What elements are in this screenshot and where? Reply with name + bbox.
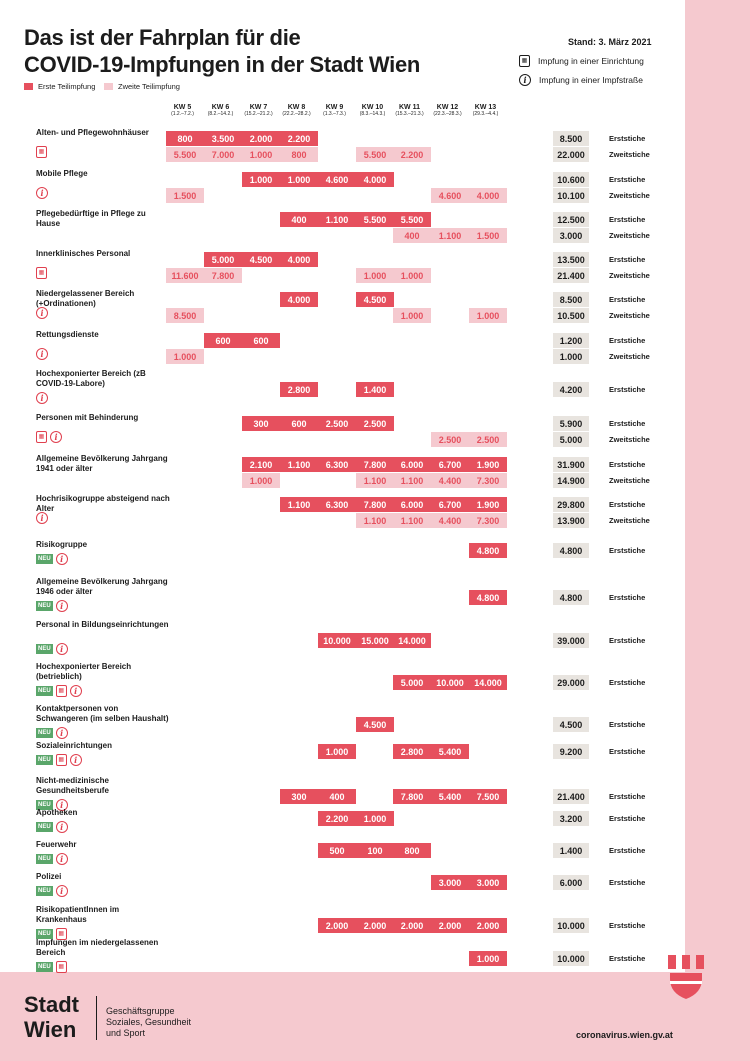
- group-label: Personal in Bildungseinrichtungen: [36, 620, 169, 629]
- website-link[interactable]: coronavirus.wien.gv.at: [576, 1030, 673, 1040]
- legend-first-swatch: [24, 83, 33, 90]
- info-icon: i: [56, 885, 68, 897]
- week-label: KW 8: [287, 104, 306, 111]
- first-dose-cell: 7.800: [356, 497, 394, 512]
- week-label: KW 9: [325, 104, 344, 111]
- row-total: 4.800: [553, 590, 589, 605]
- first-dose-cell: 1.900: [469, 497, 507, 512]
- group-label: Feuerwehr: [36, 840, 77, 849]
- row-total: 14.900: [553, 473, 589, 488]
- building-icon: ▦: [56, 754, 67, 766]
- group-label: Rettungsdienste: [36, 330, 99, 339]
- week-range: (15.2.–21.2.): [244, 111, 273, 117]
- week-range: (1.3.–7.3.): [323, 111, 346, 117]
- first-dose-cell: 6.300: [318, 457, 356, 472]
- row-dose-type: Erststiche: [609, 678, 646, 687]
- row-total: 13.500: [553, 252, 589, 267]
- row-total: 4.500: [553, 717, 589, 732]
- group-label: Hochexponierter Bereich (betrieblich): [36, 662, 132, 681]
- info-icon: i: [519, 74, 531, 86]
- row-total: 10.500: [553, 308, 589, 323]
- legend-facility-label: Impfung in einer Einrichtung: [538, 56, 644, 66]
- group-label: Pflegebedürftige in Pflege zu Hause: [36, 209, 146, 228]
- info-icon: i: [36, 187, 48, 199]
- first-dose-cell: 1.900: [469, 457, 507, 472]
- week-column-header: [164, 104, 201, 118]
- new-badge: NEU: [38, 802, 51, 808]
- group-icons: [36, 187, 48, 199]
- group-icons: [36, 643, 68, 655]
- info-icon: i: [50, 431, 62, 443]
- first-dose-cell: 2.200: [318, 811, 356, 826]
- first-dose-cell: 4.500: [356, 717, 394, 732]
- stadt-wien-logo: [24, 992, 79, 1042]
- row-dose-type: Erststiche: [609, 921, 646, 930]
- group-label: Impfungen im niedergelassenen Bereich: [36, 938, 159, 957]
- row-dose-type: Zweitstiche: [609, 150, 650, 159]
- row-dose-type: Erststiche: [609, 500, 646, 509]
- first-dose-cell: 4.800: [469, 543, 507, 558]
- second-dose-cell: 1.000: [242, 473, 280, 488]
- group-icons: [36, 392, 48, 404]
- second-dose-cell: 1.100: [356, 513, 394, 528]
- second-dose-cell: 4.600: [431, 188, 469, 203]
- group-label: Personen mit Behinderung: [36, 413, 139, 422]
- row-total: 9.200: [553, 744, 589, 759]
- building-icon: ▦: [56, 928, 67, 940]
- row-total: 13.900: [553, 513, 589, 528]
- second-dose-cell: 4.400: [431, 513, 469, 528]
- row-dose-type: Zweitstiche: [609, 435, 650, 444]
- first-dose-cell: 5.000: [204, 252, 242, 267]
- row-dose-type: Zweitstiche: [609, 191, 650, 200]
- second-dose-cell: 4.000: [469, 188, 507, 203]
- first-dose-cell: 2.800: [280, 382, 318, 397]
- week-column-header: [391, 104, 428, 118]
- week-column-header: [202, 104, 239, 118]
- new-badge: NEU: [38, 646, 51, 652]
- row-total: 10.000: [553, 951, 589, 966]
- legend-first-label: Erste Teilimpfung: [38, 82, 96, 91]
- group-icons: [36, 146, 47, 158]
- row-total: 31.900: [553, 457, 589, 472]
- first-dose-cell: 14.000: [469, 675, 507, 690]
- first-dose-cell: 1.100: [280, 457, 318, 472]
- week-column-header: [429, 104, 466, 118]
- first-dose-cell: 6.700: [431, 497, 469, 512]
- second-dose-cell: 7.000: [204, 147, 242, 162]
- row-total: 6.000: [553, 875, 589, 890]
- week-range: (1.2.–7.2.): [171, 111, 194, 117]
- new-badge: NEU: [38, 888, 51, 894]
- first-dose-cell: 5.400: [431, 744, 469, 759]
- first-dose-cell: 7.800: [393, 789, 431, 804]
- row-dose-type: Zweitstiche: [609, 311, 650, 320]
- row-dose-type: Erststiche: [609, 215, 646, 224]
- second-dose-cell: 400: [393, 228, 431, 243]
- group-label: Allgemeine Bevölkerung Jahrgang 1946 oder älter: [36, 577, 168, 596]
- stand-date: Stand: 3. März 2021: [568, 37, 652, 47]
- row-dose-type: Erststiche: [609, 134, 646, 143]
- legend-street-label: Impfung in einer Impfstraße: [539, 75, 643, 85]
- first-dose-cell: 2.000: [242, 131, 280, 146]
- first-dose-cell: 2.500: [318, 416, 356, 431]
- second-dose-cell: 1.100: [393, 473, 431, 488]
- row-dose-type: Zweitstiche: [609, 352, 650, 361]
- first-dose-cell: 400: [318, 789, 356, 804]
- second-dose-cell: 1.500: [166, 188, 204, 203]
- group-label: Niedergelassener Bereich (+Ordinationen): [36, 289, 135, 308]
- week-range: (8.3.–14.3.): [359, 111, 386, 117]
- group-icons: [36, 348, 48, 360]
- first-dose-cell: 15.000: [356, 633, 394, 648]
- first-dose-cell: 4.600: [318, 172, 356, 187]
- second-dose-cell: 1.100: [393, 513, 431, 528]
- first-dose-cell: 10.000: [318, 633, 356, 648]
- building-icon: ▦: [36, 267, 47, 279]
- row-dose-type: Erststiche: [609, 255, 646, 264]
- second-dose-cell: 1.500: [469, 228, 507, 243]
- info-icon: i: [56, 553, 68, 565]
- legend-second-label: Zweite Teilimpfung: [118, 82, 180, 91]
- first-dose-cell: 6.700: [431, 457, 469, 472]
- group-label: Apotheken: [36, 808, 78, 817]
- row-total: 1.000: [553, 349, 589, 364]
- second-dose-cell: 1.100: [431, 228, 469, 243]
- group-icons: [36, 267, 47, 279]
- first-dose-cell: 3.000: [469, 875, 507, 890]
- row-dose-type: Erststiche: [609, 878, 646, 887]
- first-dose-cell: 2.200: [280, 131, 318, 146]
- first-dose-cell: 100: [356, 843, 394, 858]
- new-badge: NEU: [38, 856, 51, 862]
- first-dose-cell: 1.100: [318, 212, 356, 227]
- group-icons: [36, 821, 68, 833]
- row-total: 21.400: [553, 789, 589, 804]
- row-dose-type: Erststiche: [609, 747, 646, 756]
- vienna-flag-icon: [668, 955, 704, 999]
- group-label: Polizei: [36, 872, 62, 881]
- page-title: [24, 24, 484, 78]
- week-label: KW 12: [436, 104, 459, 111]
- second-dose-cell: 2.500: [431, 432, 469, 447]
- first-dose-cell: 600: [242, 333, 280, 348]
- info-icon: i: [36, 348, 48, 360]
- group-icons: [36, 853, 68, 865]
- new-badge: NEU: [38, 556, 51, 562]
- second-dose-cell: 7.300: [469, 513, 507, 528]
- first-dose-cell: 4.000: [280, 252, 318, 267]
- first-dose-cell: 3.500: [204, 131, 242, 146]
- first-dose-cell: 1.000: [356, 811, 394, 826]
- first-dose-cell: 1.100: [280, 497, 318, 512]
- row-dose-type: Erststiche: [609, 385, 646, 394]
- group-label: Hochrisikogruppe absteigend nach Alter: [36, 494, 170, 513]
- row-dose-type: Erststiche: [609, 636, 646, 645]
- building-icon: ▦: [36, 431, 47, 443]
- new-badge: NEU: [38, 931, 51, 937]
- first-dose-cell: 400: [280, 212, 318, 227]
- group-icons: [36, 685, 82, 697]
- first-dose-cell: 800: [393, 843, 431, 858]
- first-dose-cell: 1.000: [280, 172, 318, 187]
- week-range: (22.2.–28.2.): [282, 111, 311, 117]
- row-total: 29.800: [553, 497, 589, 512]
- footer-band: [0, 972, 685, 1061]
- first-dose-cell: 3.000: [431, 875, 469, 890]
- week-label: KW 11: [398, 104, 420, 111]
- row-total: 5.000: [553, 432, 589, 447]
- first-dose-cell: 4.500: [356, 292, 394, 307]
- legend-street: [519, 74, 643, 86]
- row-dose-type: Erststiche: [609, 954, 646, 963]
- row-total: 1.400: [553, 843, 589, 858]
- second-dose-cell: 1.000: [356, 268, 394, 283]
- row-total: 4.800: [553, 543, 589, 558]
- first-dose-cell: 10.000: [431, 675, 469, 690]
- group-label: Allgemeine Bevölkerung Jahrgang 1941 oder älter: [36, 454, 168, 473]
- row-total: 29.000: [553, 675, 589, 690]
- row-total: 1.200: [553, 333, 589, 348]
- week-range: (15.3.–21.3.): [395, 111, 424, 117]
- legend-second: [104, 82, 180, 91]
- row-dose-type: Zweitstiche: [609, 476, 650, 485]
- info-icon: i: [70, 685, 82, 697]
- row-dose-type: Erststiche: [609, 720, 646, 729]
- group-label: Alten- und Pflegewohnhäuser: [36, 128, 149, 137]
- group-label: Nicht-medizinische Gesundheitsberufe: [36, 776, 109, 795]
- row-total: 39.000: [553, 633, 589, 648]
- group-label: Mobile Pflege: [36, 169, 88, 178]
- first-dose-cell: 800: [166, 131, 204, 146]
- row-total: 10.100: [553, 188, 589, 203]
- first-dose-cell: 5.500: [393, 212, 431, 227]
- title-line-2: COVID-19-Impfungen in der Stadt Wien: [24, 52, 421, 77]
- first-dose-cell: 2.100: [242, 457, 280, 472]
- first-dose-cell: 500: [318, 843, 356, 858]
- row-total: 8.500: [553, 292, 589, 307]
- new-badge: NEU: [38, 964, 51, 970]
- group-label: Hochexponierter Bereich (zB COVID-19-Labore): [36, 369, 146, 388]
- dept-line-1: Geschäftsgruppe: [106, 1006, 175, 1016]
- first-dose-cell: 600: [280, 416, 318, 431]
- row-dose-type: Erststiche: [609, 419, 646, 428]
- new-badge: NEU: [38, 688, 51, 694]
- row-dose-type: Erststiche: [609, 295, 646, 304]
- second-dose-cell: 1.000: [469, 308, 507, 323]
- first-dose-cell: 4.800: [469, 590, 507, 605]
- row-dose-type: Erststiche: [609, 814, 646, 823]
- group-icons: [36, 307, 48, 319]
- week-label: KW 13: [474, 104, 497, 111]
- week-label: KW 7: [249, 104, 268, 111]
- info-icon: i: [56, 853, 68, 865]
- group-label: Innerklinisches Personal: [36, 249, 131, 258]
- week-label: KW 6: [211, 104, 230, 111]
- week-label: KW 5: [173, 104, 192, 111]
- first-dose-cell: 4.000: [280, 292, 318, 307]
- group-label: RisikopatientInnen im Krankenhaus: [36, 905, 120, 924]
- first-dose-cell: 2.000: [469, 918, 507, 933]
- first-dose-cell: 6.000: [393, 457, 431, 472]
- second-dose-cell: 8.500: [166, 308, 204, 323]
- row-dose-type: Erststiche: [609, 460, 646, 469]
- info-icon: i: [56, 643, 68, 655]
- logo-line-1: Stadt: [24, 992, 79, 1017]
- first-dose-cell: 5.000: [393, 675, 431, 690]
- dept-line-3: und Sport: [106, 1028, 146, 1038]
- week-column-header: [278, 104, 315, 118]
- row-total: 3.200: [553, 811, 589, 826]
- row-dose-type: Erststiche: [609, 593, 646, 602]
- group-icons: [36, 600, 68, 612]
- second-dose-cell: 1.100: [356, 473, 394, 488]
- first-dose-cell: 2.000: [318, 918, 356, 933]
- group-icons: [36, 885, 68, 897]
- row-total: 8.500: [553, 131, 589, 146]
- second-dose-cell: 2.200: [393, 147, 431, 162]
- info-icon: i: [36, 512, 48, 524]
- building-icon: ▦: [56, 961, 67, 973]
- row-dose-type: Erststiche: [609, 792, 646, 801]
- week-column-header: [354, 104, 391, 118]
- week-range: (22.3.–28.3.): [433, 111, 462, 117]
- row-total: 12.500: [553, 212, 589, 227]
- legend-facility: [519, 55, 644, 67]
- info-icon: i: [70, 754, 82, 766]
- second-dose-cell: 800: [280, 147, 318, 162]
- row-total: 10.000: [553, 918, 589, 933]
- group-icons: [36, 431, 62, 443]
- week-column-header: [316, 104, 353, 118]
- logo-line-2: Wien: [24, 1017, 77, 1042]
- first-dose-cell: 6.000: [393, 497, 431, 512]
- first-dose-cell: 300: [280, 789, 318, 804]
- row-total: 4.200: [553, 382, 589, 397]
- first-dose-cell: 600: [204, 333, 242, 348]
- first-dose-cell: 7.800: [356, 457, 394, 472]
- second-dose-cell: 7.800: [204, 268, 242, 283]
- second-dose-cell: 11.600: [166, 268, 204, 283]
- first-dose-cell: 5.500: [356, 212, 394, 227]
- building-icon: ▦: [56, 685, 67, 697]
- new-badge: NEU: [38, 757, 51, 763]
- week-column-header: [467, 104, 504, 118]
- group-icons: [36, 727, 68, 739]
- title-line-1: Das ist der Fahrplan für die: [24, 25, 301, 50]
- info-icon: i: [36, 392, 48, 404]
- first-dose-cell: 5.400: [431, 789, 469, 804]
- info-icon: i: [36, 307, 48, 319]
- first-dose-cell: 2.800: [393, 744, 431, 759]
- week-column-header: [240, 104, 277, 118]
- row-total: 5.900: [553, 416, 589, 431]
- new-badge: NEU: [38, 603, 51, 609]
- info-icon: i: [56, 727, 68, 739]
- group-icons: [36, 553, 68, 565]
- dept-line-2: Soziales, Gesundheit: [106, 1017, 192, 1027]
- row-dose-type: Erststiche: [609, 175, 646, 184]
- group-icons: [36, 961, 67, 973]
- first-dose-cell: 7.500: [469, 789, 507, 804]
- building-icon: ▦: [519, 55, 530, 67]
- first-dose-cell: 2.000: [393, 918, 431, 933]
- department-name: [106, 1006, 191, 1039]
- legend-first: [24, 82, 95, 91]
- first-dose-cell: 6.300: [318, 497, 356, 512]
- group-icons: [36, 512, 48, 524]
- row-dose-type: Zweitstiche: [609, 516, 650, 525]
- first-dose-cell: 14.000: [393, 633, 431, 648]
- first-dose-cell: 4.500: [242, 252, 280, 267]
- row-dose-type: Zweitstiche: [609, 231, 650, 240]
- new-badge: NEU: [38, 824, 51, 830]
- row-total: 10.600: [553, 172, 589, 187]
- new-badge: NEU: [38, 730, 51, 736]
- side-band: [685, 0, 750, 1061]
- first-dose-cell: 2.500: [356, 416, 394, 431]
- row-dose-type: Erststiche: [609, 846, 646, 855]
- logo-divider: [96, 996, 97, 1040]
- week-range: (29.3.–4.4.): [472, 111, 499, 117]
- first-dose-cell: 2.000: [431, 918, 469, 933]
- group-label: Risikogruppe: [36, 540, 88, 549]
- group-icons: [36, 754, 82, 766]
- first-dose-cell: 1.000: [469, 951, 507, 966]
- first-dose-cell: 300: [242, 416, 280, 431]
- info-icon: i: [56, 600, 68, 612]
- second-dose-cell: 2.500: [469, 432, 507, 447]
- second-dose-cell: 1.000: [166, 349, 204, 364]
- first-dose-cell: 1.000: [242, 172, 280, 187]
- row-total: 21.400: [553, 268, 589, 283]
- first-dose-cell: 1.000: [318, 744, 356, 759]
- second-dose-cell: 4.400: [431, 473, 469, 488]
- row-total: 22.000: [553, 147, 589, 162]
- second-dose-cell: 1.000: [242, 147, 280, 162]
- second-dose-cell: 1.000: [393, 268, 431, 283]
- info-icon: i: [56, 799, 68, 811]
- group-label: Sozialeinrichtungen: [36, 741, 113, 750]
- first-dose-cell: 4.000: [356, 172, 394, 187]
- row-dose-type: Erststiche: [609, 336, 646, 345]
- second-dose-cell: 1.000: [393, 308, 431, 323]
- row-dose-type: Erststiche: [609, 546, 646, 555]
- first-dose-cell: 1.400: [356, 382, 394, 397]
- second-dose-cell: 5.500: [356, 147, 394, 162]
- week-range: (8.2.–14.2.): [207, 111, 234, 117]
- first-dose-cell: 2.000: [356, 918, 394, 933]
- week-label: KW 10: [361, 104, 384, 111]
- row-total: 3.000: [553, 228, 589, 243]
- group-label: Kontaktpersonen von Schwangeren (im selben Haushalt): [36, 704, 169, 723]
- second-dose-cell: 5.500: [166, 147, 204, 162]
- row-dose-type: Zweitstiche: [609, 271, 650, 280]
- info-icon: i: [56, 821, 68, 833]
- legend-second-swatch: [104, 83, 113, 90]
- building-icon: ▦: [36, 146, 47, 158]
- second-dose-cell: 7.300: [469, 473, 507, 488]
